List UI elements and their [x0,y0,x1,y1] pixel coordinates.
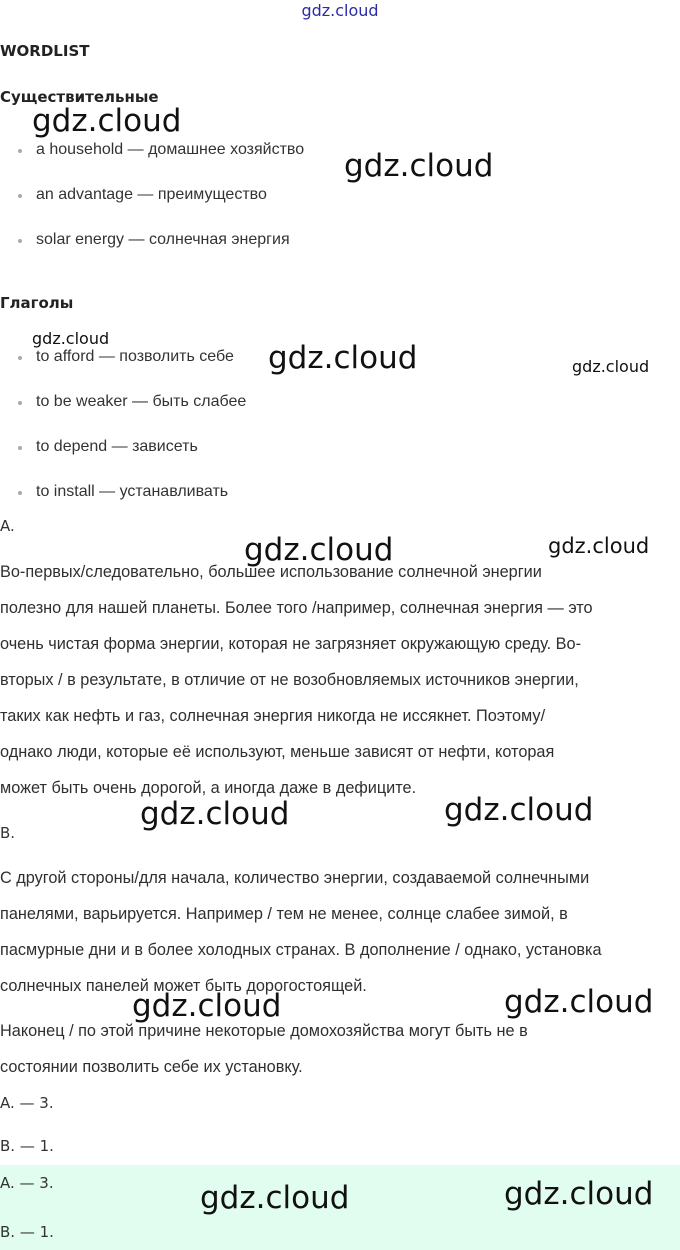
list-item: to depend — зависеть [0,437,246,482]
paragraph-line: Наконец / по этой причине некоторые домохозяйства могут быть не в [0,1022,528,1040]
highlighted-answer-b: B. — 1. [0,1223,54,1241]
watermark-text: gdz.cloud [572,357,650,376]
watermark-text: gdz.cloud [140,796,290,832]
top-watermark: gdz.cloud [301,1,379,20]
paragraph-line: однако люди, которые её используют, меньше зависят от нефти, которая [0,743,555,761]
paragraph-line: солнечных панелей может быть дорогостоящей. [0,977,367,995]
watermark-text: gdz.cloud [268,340,418,376]
verbs-heading: Глаголы [0,294,74,312]
watermark-text: gdz.cloud [32,329,110,348]
paragraph-line: таких как нефть и газ, солнечная энергия никогда не иссякнет. Поэтому/ [0,707,546,725]
highlighted-answer-a: A. — 3. [0,1174,54,1192]
paragraph-line: может быть очень дорогой, а иногда даже в дефиците. [0,779,417,797]
paragraph-line: Во-первых/следовательно, большее использование солнечной энергии [0,563,542,581]
section-a-label: A. [0,517,15,535]
watermark-text: gdz.cloud [132,988,282,1024]
paragraph-line: панелями, варьируется. Например / тем не менее, солнце слабее зимой, в [0,905,568,923]
paragraph-line: состоянии позволить себе их установку. [0,1058,303,1076]
list-item: to be weaker — быть слабее [0,392,246,437]
answer-b: B. — 1. [0,1137,54,1155]
paragraph-line: очень чистая форма энергии, которая не загрязняет окружающую среду. Во- [0,635,582,653]
watermark-text: gdz.cloud [548,534,650,558]
answer-a: A. — 3. [0,1094,54,1112]
paragraph-line: полезно для нашей планеты. Более того /например, солнечная энергия — это [0,599,593,617]
watermark-text: gdz.cloud [32,103,182,139]
list-item: to afford — позволить себе [0,347,246,392]
list-item: to install — устанавливать [0,482,246,527]
section-b-paragraph [0,860,680,1004]
list-item: a household — домашнее хозяйство [0,140,304,185]
watermark-text: gdz.cloud [200,1180,350,1216]
paragraph-line: вторых / в результате, в отличие от не возобновляемых источников энергии, [0,671,579,689]
nouns-list [0,140,304,275]
watermark-text: gdz.cloud [344,148,494,184]
watermark-text: gdz.cloud [244,532,394,568]
watermark-text: gdz.cloud [444,792,594,828]
watermark-text: gdz.cloud [504,984,654,1020]
section-b-label: B. [0,824,16,842]
section-b-extra-paragraph [0,1013,680,1085]
verbs-list [0,347,246,527]
section-a-paragraph [0,554,680,806]
paragraph-line: С другой стороны/для начала, количество энергии, создаваемой солнечными [0,869,590,887]
paragraph-line: пасмурные дни и в более холодных странах. В дополнение / однако, установка [0,941,602,959]
wordlist-title: WORDLIST [0,42,90,60]
list-item: solar energy — солнечная энергия [0,230,304,275]
watermark-text: gdz.cloud [504,1176,654,1212]
list-item: an advantage — преимущество [0,185,304,230]
nouns-heading: Существительные [0,88,159,106]
